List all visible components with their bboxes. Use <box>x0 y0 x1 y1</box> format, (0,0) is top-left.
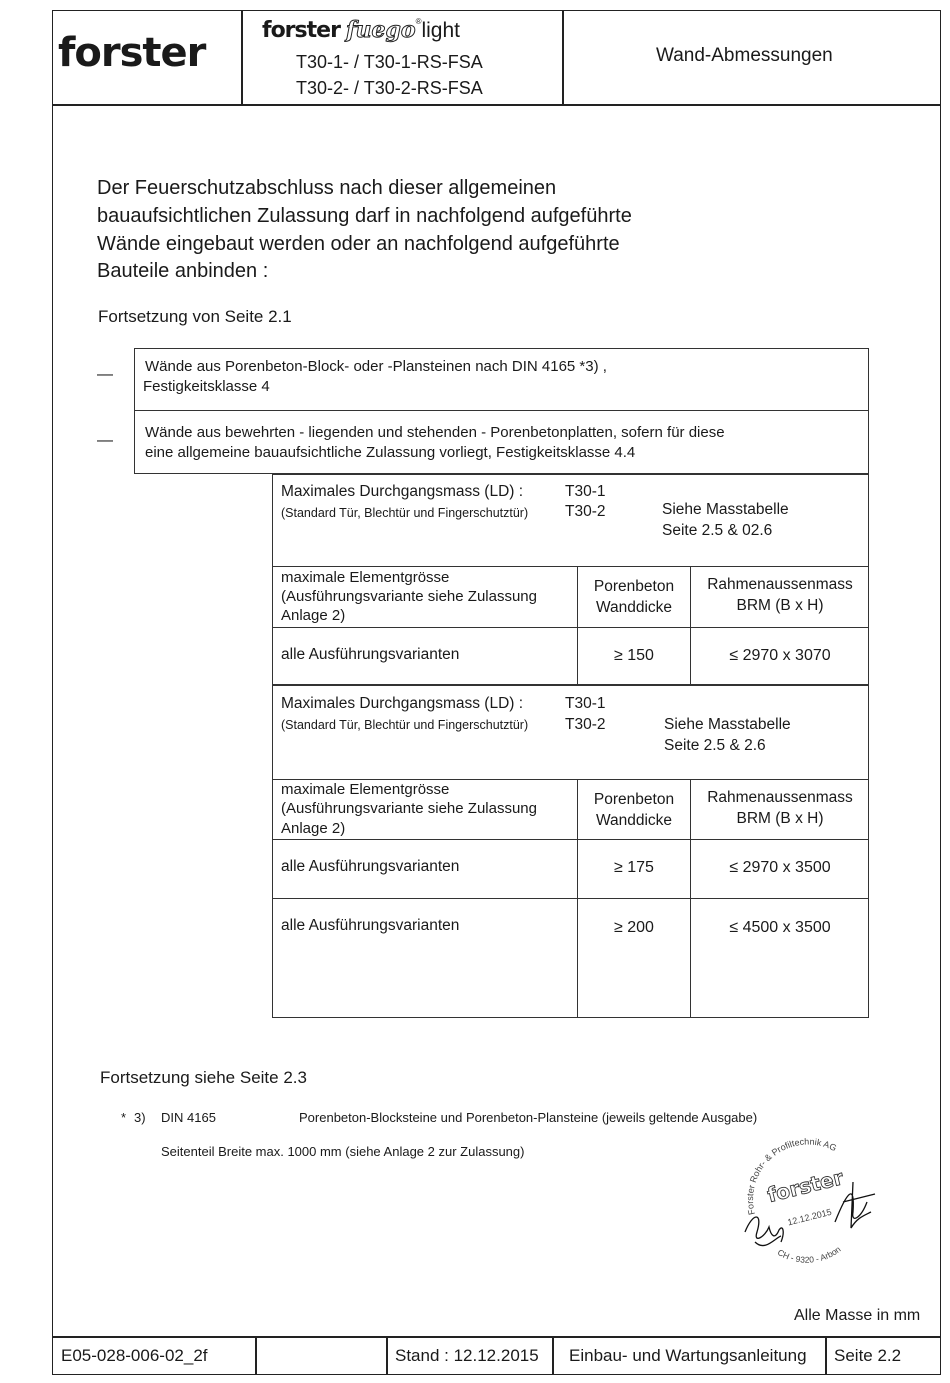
wall-types-divider <box>134 410 869 411</box>
table-2-ld-label: Maximales Durchgangsmass (LD) : <box>281 695 524 712</box>
wall-type-1-line-1: Wände aus Porenbeton-Block- oder -Plansteinen nach DIN 4165 *3) , <box>145 358 607 375</box>
footer-doc-number: E05-028-006-02_2f <box>61 1346 208 1365</box>
models-line-2: T30-2- / T30-2-RS-FSA <box>296 78 483 98</box>
table-2-col3-line-2: BRM (B x H) <box>736 810 824 827</box>
header-sep-2 <box>562 10 564 105</box>
table-1-col2-line-2: Wanddicke <box>595 599 673 616</box>
footer-sep-3 <box>552 1336 554 1375</box>
table-2-col2-line-1: Porenbeton <box>593 791 675 808</box>
footer-title: Einbau- und Wartungsanleitung <box>569 1346 807 1365</box>
table-2-row-1-thickness: ≥ 175 <box>614 859 654 876</box>
table-2 <box>272 685 869 1018</box>
table-1-ld-label: Maximales Durchgangsmass (LD) : <box>281 483 524 500</box>
footer-page: Seite 2.2 <box>834 1346 902 1365</box>
intro-line-3: Wände eingebaut werden oder an nachfolgend aufgeführte <box>97 233 620 255</box>
table-1-col3-line-2: BRM (B x H) <box>736 597 824 614</box>
product-brand: forster <box>262 18 340 43</box>
footnote-note: Seitenteil Breite max. 1000 mm (siehe Anlage 2 zur Zulassung) <box>161 1144 525 1159</box>
company-stamp <box>735 1132 885 1267</box>
table-2-ref-2: Seite 2.5 & 2.6 <box>664 737 766 754</box>
footer-sep-2 <box>386 1336 388 1375</box>
header-sep-1 <box>241 10 243 105</box>
table-2-col2-line-2: Wanddicke <box>595 812 673 829</box>
table-2-line-c <box>272 898 869 899</box>
units-note: Alle Masse in mm <box>794 1307 921 1324</box>
footnote-norm: DIN 4165 <box>161 1110 216 1125</box>
intro-line-4: Bauteile anbinden : <box>97 260 269 282</box>
table-2-row-1-variant: alle Ausführungsvarianten <box>281 858 460 875</box>
table-1-row-1-size: ≤ 2970 x 3070 <box>729 647 831 664</box>
footer-divider <box>52 1336 941 1338</box>
wall-type-1-dash: — <box>97 366 113 383</box>
table-2-col1-line-1: maximale Elementgrösse <box>281 781 450 798</box>
table-1-col3-line-1: Rahmenaussenmass <box>707 576 853 593</box>
table-2-t1: T30-1 <box>565 695 606 712</box>
stamp-date: 12.12.2015 <box>786 1206 833 1228</box>
registered-mark: ® <box>415 17 422 26</box>
table-2-t2: T30-2 <box>565 716 606 733</box>
stamp-ring-text: Forster Rohr- & Profiltechnik AG <box>745 1136 839 1216</box>
product-logo <box>262 17 460 43</box>
wall-type-2-line-1: Wände aus bewehrten - liegenden und stehenden - Porenbetonplatten, sofern für diese <box>145 424 725 441</box>
table-1-ld-sub: (Standard Tür, Blechtür und Fingerschutztür) <box>281 506 529 520</box>
wall-type-2-dash: — <box>97 432 113 449</box>
continued-to: Fortsetzung siehe Seite 2.3 <box>100 1068 307 1087</box>
intro-line-2: bauaufsichtlichen Zulassung darf in nachfolgend aufgeführte <box>97 205 632 227</box>
table-2-ld-sub: (Standard Tür, Blechtür und Fingerschutztür) <box>281 718 529 732</box>
table-1-t2: T30-2 <box>565 503 606 520</box>
table-1-line-b <box>272 627 869 628</box>
table-2-row-2-variant: alle Ausführungsvarianten <box>281 917 460 934</box>
table-2-line-a <box>272 779 869 780</box>
footer-sep-1 <box>255 1336 257 1375</box>
table-2-row-2-thickness: ≥ 200 <box>614 919 654 936</box>
table-1-row-1-thickness: ≥ 150 <box>614 647 654 664</box>
table-1-row-1-variant: alle Ausführungsvarianten <box>281 646 460 663</box>
stamp-bottom-text: CH - 9320 - Arbon <box>775 1244 843 1265</box>
continued-from: Fortsetzung von Seite 2.1 <box>98 307 292 326</box>
table-1-line-a <box>272 566 869 567</box>
intro-line-1: Der Feuerschutzabschluss nach dieser allgemeinen <box>97 177 557 199</box>
table-1-col2-line-1: Porenbeton <box>593 578 675 595</box>
table-1-col1-line-1: maximale Elementgrösse <box>281 569 450 586</box>
table-1-ref-2: Seite 2.5 & 02.6 <box>662 522 773 539</box>
table-2-col3-line-1: Rahmenaussenmass <box>707 789 853 806</box>
section-title: Wand-Abmessungen <box>656 45 833 66</box>
footer-sep-4 <box>825 1336 827 1375</box>
table-2-row-2-size: ≤ 4500 x 3500 <box>729 919 831 936</box>
table-2-line-b <box>272 839 869 840</box>
table-1-t1: T30-1 <box>565 483 606 500</box>
signature-1 <box>745 1217 783 1246</box>
header-divider <box>52 104 941 106</box>
wall-type-2-line-2: eine allgemeine bauaufsichtliche Zulassung vorliegt, Festigkeitsklasse 4.4 <box>145 444 636 461</box>
models-line-1: T30-1- / T30-1-RS-FSA <box>296 52 483 72</box>
company-logo: forster <box>58 30 206 76</box>
table-1-ref-1: Siehe Masstabelle <box>662 501 789 518</box>
table-1-col1-line-2: (Ausführungsvariante siehe Zulassung <box>281 588 537 605</box>
wall-type-1-line-2: Festigkeitsklasse 4 <box>143 378 270 395</box>
stamp-logo: forster <box>764 1165 846 1208</box>
table-2-ref-1: Siehe Masstabelle <box>664 716 791 733</box>
footnote-text: Porenbeton-Blocksteine und Porenbeton-Plansteine (jeweils geltende Ausgabe) <box>299 1110 758 1125</box>
table-2-row-1-size: ≤ 2970 x 3500 <box>729 859 831 876</box>
footnote-number: 3) <box>134 1110 146 1125</box>
table-2-col1-line-2: (Ausführungsvariante siehe Zulassung <box>281 800 537 817</box>
table-2-col1-line-3: Anlage 2) <box>281 820 346 837</box>
footer-stand: Stand : 12.12.2015 <box>395 1346 539 1365</box>
footnote-mark: * <box>121 1110 127 1125</box>
product-suffix: light <box>421 19 460 42</box>
table-1-col1-line-3: Anlage 2) <box>281 607 346 624</box>
product-sub: fuego <box>346 17 416 43</box>
